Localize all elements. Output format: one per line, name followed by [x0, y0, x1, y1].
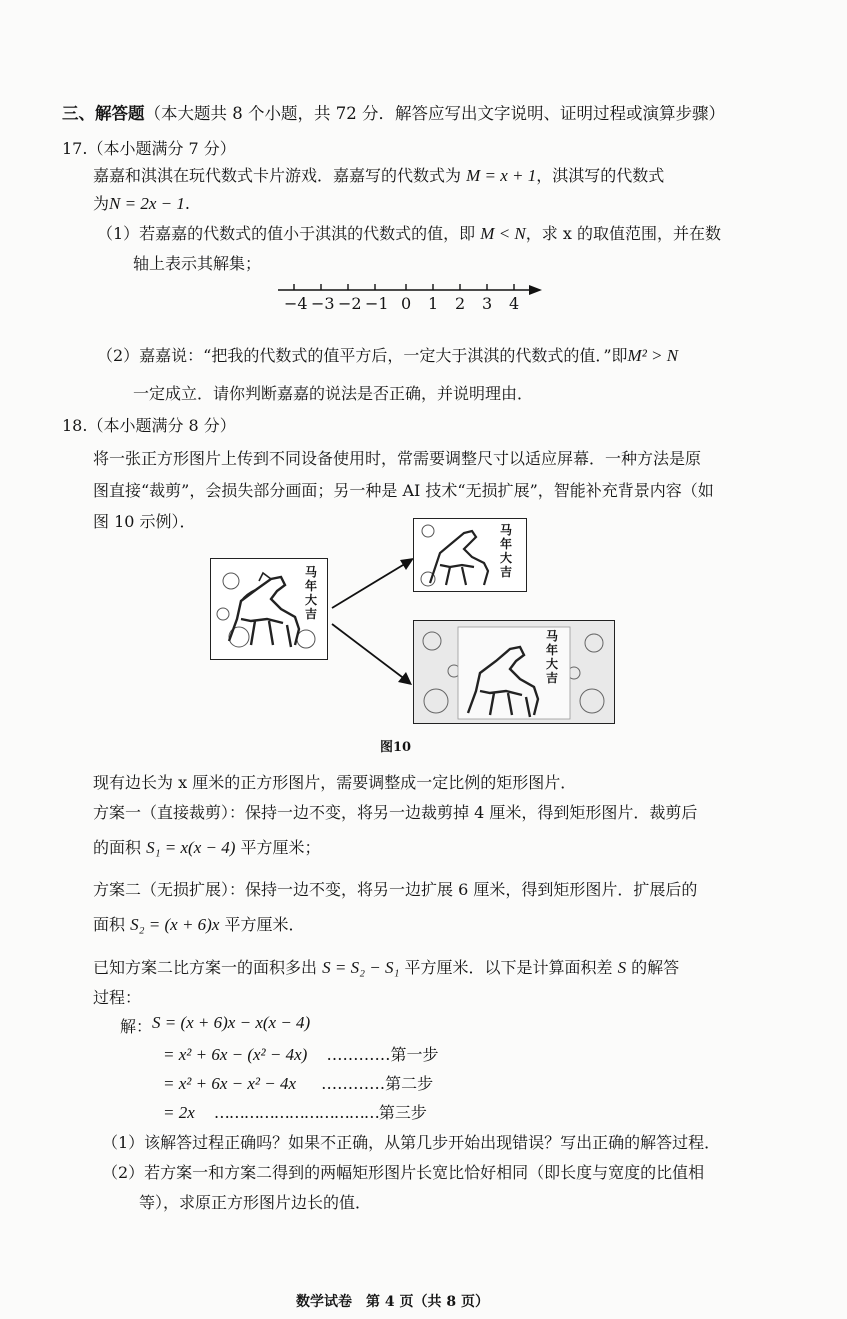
q17-intro-text2: ，淇淇写的代数式: [536, 166, 665, 185]
solution-step: [163, 1100, 427, 1123]
step-expr: = x² + 6x − (x² − 4x): [163, 1045, 308, 1064]
horse-icon: [414, 621, 614, 723]
plan2-line2: [93, 912, 305, 935]
page-footer: 数学试卷 第 4 页（共 8 页）: [296, 1294, 489, 1310]
tick-label: −1: [365, 294, 389, 313]
tick-label: 0: [401, 294, 412, 313]
plan2-line1: 方案二（无损扩展）：保持一边不变，将另一边扩展 6 厘米，得到矩形图片．扩展后的: [93, 880, 698, 899]
q17-header: [62, 136, 236, 159]
plan2-text: 面积: [93, 915, 126, 934]
q18-part1: （1）该解答过程正确吗？如果不正确，从第几步开始出现错误？写出正确的解答过程．: [102, 1133, 721, 1152]
q17-score: （本小题满分 7 分）: [87, 139, 236, 158]
step-dots: …………: [326, 1045, 391, 1064]
known-text3: 的解答: [631, 958, 680, 977]
q17-intro-line1: [93, 163, 664, 186]
figure-arrows: [326, 540, 416, 690]
expr-square: M² > N: [627, 346, 679, 365]
tick-label: 3: [482, 294, 493, 313]
known-text: 已知方案二比方案一的面积多出: [93, 958, 318, 977]
q18-score: （本小题满分 8 分）: [87, 416, 236, 435]
step-dots: …………: [321, 1074, 386, 1093]
known-line2: 过程：: [93, 988, 142, 1007]
expr-inequality: M < N: [480, 224, 526, 243]
number-line: [270, 280, 550, 316]
solution-step: S = (x + 6)x − x(x − 4): [152, 1013, 311, 1032]
q18-part2-line1: （2）若方案一和方案二得到的两幅矩形图片长宽比恰好相同（即长度与宽度的比值相: [102, 1163, 705, 1182]
q17-intro-text: 嘉嘉和淇淇在玩代数式卡片游戏．嘉嘉写的代数式为: [93, 166, 462, 185]
arrow-down-icon: [398, 672, 412, 685]
step-label: 第二步: [385, 1074, 434, 1093]
tick-label: 1: [428, 294, 439, 313]
q17-p1-text2: ，求 x 的取值范围，并在数: [525, 224, 721, 243]
q17-intro-line2: [93, 191, 190, 214]
arrow-icon: [529, 285, 542, 295]
q17-p1-text: （1）若嘉嘉的代数式的值小于淇淇的代数式的值，即: [97, 224, 476, 243]
tick-label: −3: [311, 294, 335, 313]
plan2-unit: 平方厘米．: [224, 915, 305, 934]
q17-intro-text3: 为: [93, 194, 110, 213]
q17-part1-line1: [97, 221, 721, 244]
q18-line2: 图直接“裁剪”，会损失部分画面；另一种是 AI 技术“无损扩展”，智能补充背景内容（如: [93, 481, 714, 500]
step-expr: = 2x: [163, 1103, 195, 1122]
q18-line4: 现有边长为 x 厘米的正方形图片，需要调整成一定比例的矩形图片．: [93, 773, 577, 792]
arrow-up-icon: [400, 558, 414, 570]
q18-number: 18.: [62, 416, 88, 435]
q18-line1: 将一张正方形图片上传到不同设备使用时，常需要调整尺寸以适应屏幕．一种方法是原: [93, 449, 702, 468]
step-expr: = x² + 6x − x² − 4x: [163, 1074, 297, 1093]
tick-label: 2: [455, 294, 466, 313]
horse-caption: 马年大吉: [305, 565, 318, 621]
step-label: 第一步: [390, 1045, 439, 1064]
expr-m: M = x + 1: [466, 166, 537, 185]
section-note: （本大题共 8 个小题，共 72 分．解答应写出文字说明、证明过程或演算步骤）: [144, 104, 725, 123]
figure-caption: 图10: [380, 740, 412, 755]
step-dots: ……………………………: [213, 1103, 379, 1122]
expr-n: N = 2x − 1: [109, 194, 185, 213]
plan1-unit: 平方厘米；: [240, 838, 321, 857]
horse-caption: 马年大吉: [500, 523, 513, 579]
q17-part1-line2: 轴上表示其解集；: [133, 254, 262, 273]
horse-caption: 马年大吉: [546, 629, 559, 685]
solution-label: 解：: [120, 1017, 153, 1036]
cropped-image: [413, 518, 527, 592]
solution-step: [163, 1071, 433, 1094]
tick-label: −2: [338, 294, 362, 313]
original-square-image: [210, 558, 328, 660]
known-text2: 平方厘米．以下是计算面积差: [404, 958, 613, 977]
q18-header: [62, 413, 236, 436]
section-heading: [62, 100, 725, 124]
known-var: S: [617, 958, 627, 977]
plan1-text: 的面积: [93, 838, 142, 857]
known-formula: S = S₂ − S₁: [322, 958, 400, 977]
q17-p2-text: （2）嘉嘉说：“把我的代数式的值平方后，一定大于淇淇的代数式的值．”即: [97, 346, 628, 365]
known-line1: [93, 955, 679, 978]
solution-step: [163, 1042, 438, 1065]
section-title: 三、解答题: [62, 104, 145, 123]
q18-part2-line2: 等），求原正方形图片边长的值．: [139, 1193, 372, 1212]
plan1-line2: [93, 835, 321, 858]
plan2-formula: S₂ = (x + 6)x: [130, 915, 220, 934]
tick-label: −4: [284, 294, 308, 313]
step-label: 第三步: [378, 1103, 427, 1122]
q17-intro-period: .: [184, 194, 190, 213]
extended-image: [413, 620, 615, 724]
q17-part2-line1: [97, 343, 678, 366]
tick-label: 4: [509, 294, 520, 313]
q17-part2-line2: 一定成立．请你判断嘉嘉的说法是否正确，并说明理由．: [133, 384, 534, 403]
q17-number: 17.: [62, 139, 88, 158]
plan1-formula: S₁ = x(x − 4): [146, 838, 236, 857]
plan1-line1: 方案一（直接裁剪）：保持一边不变，将另一边裁剪掉 4 厘米，得到矩形图片．裁剪后: [93, 803, 698, 822]
q18-line3: 图 10 示例）．: [93, 512, 196, 531]
